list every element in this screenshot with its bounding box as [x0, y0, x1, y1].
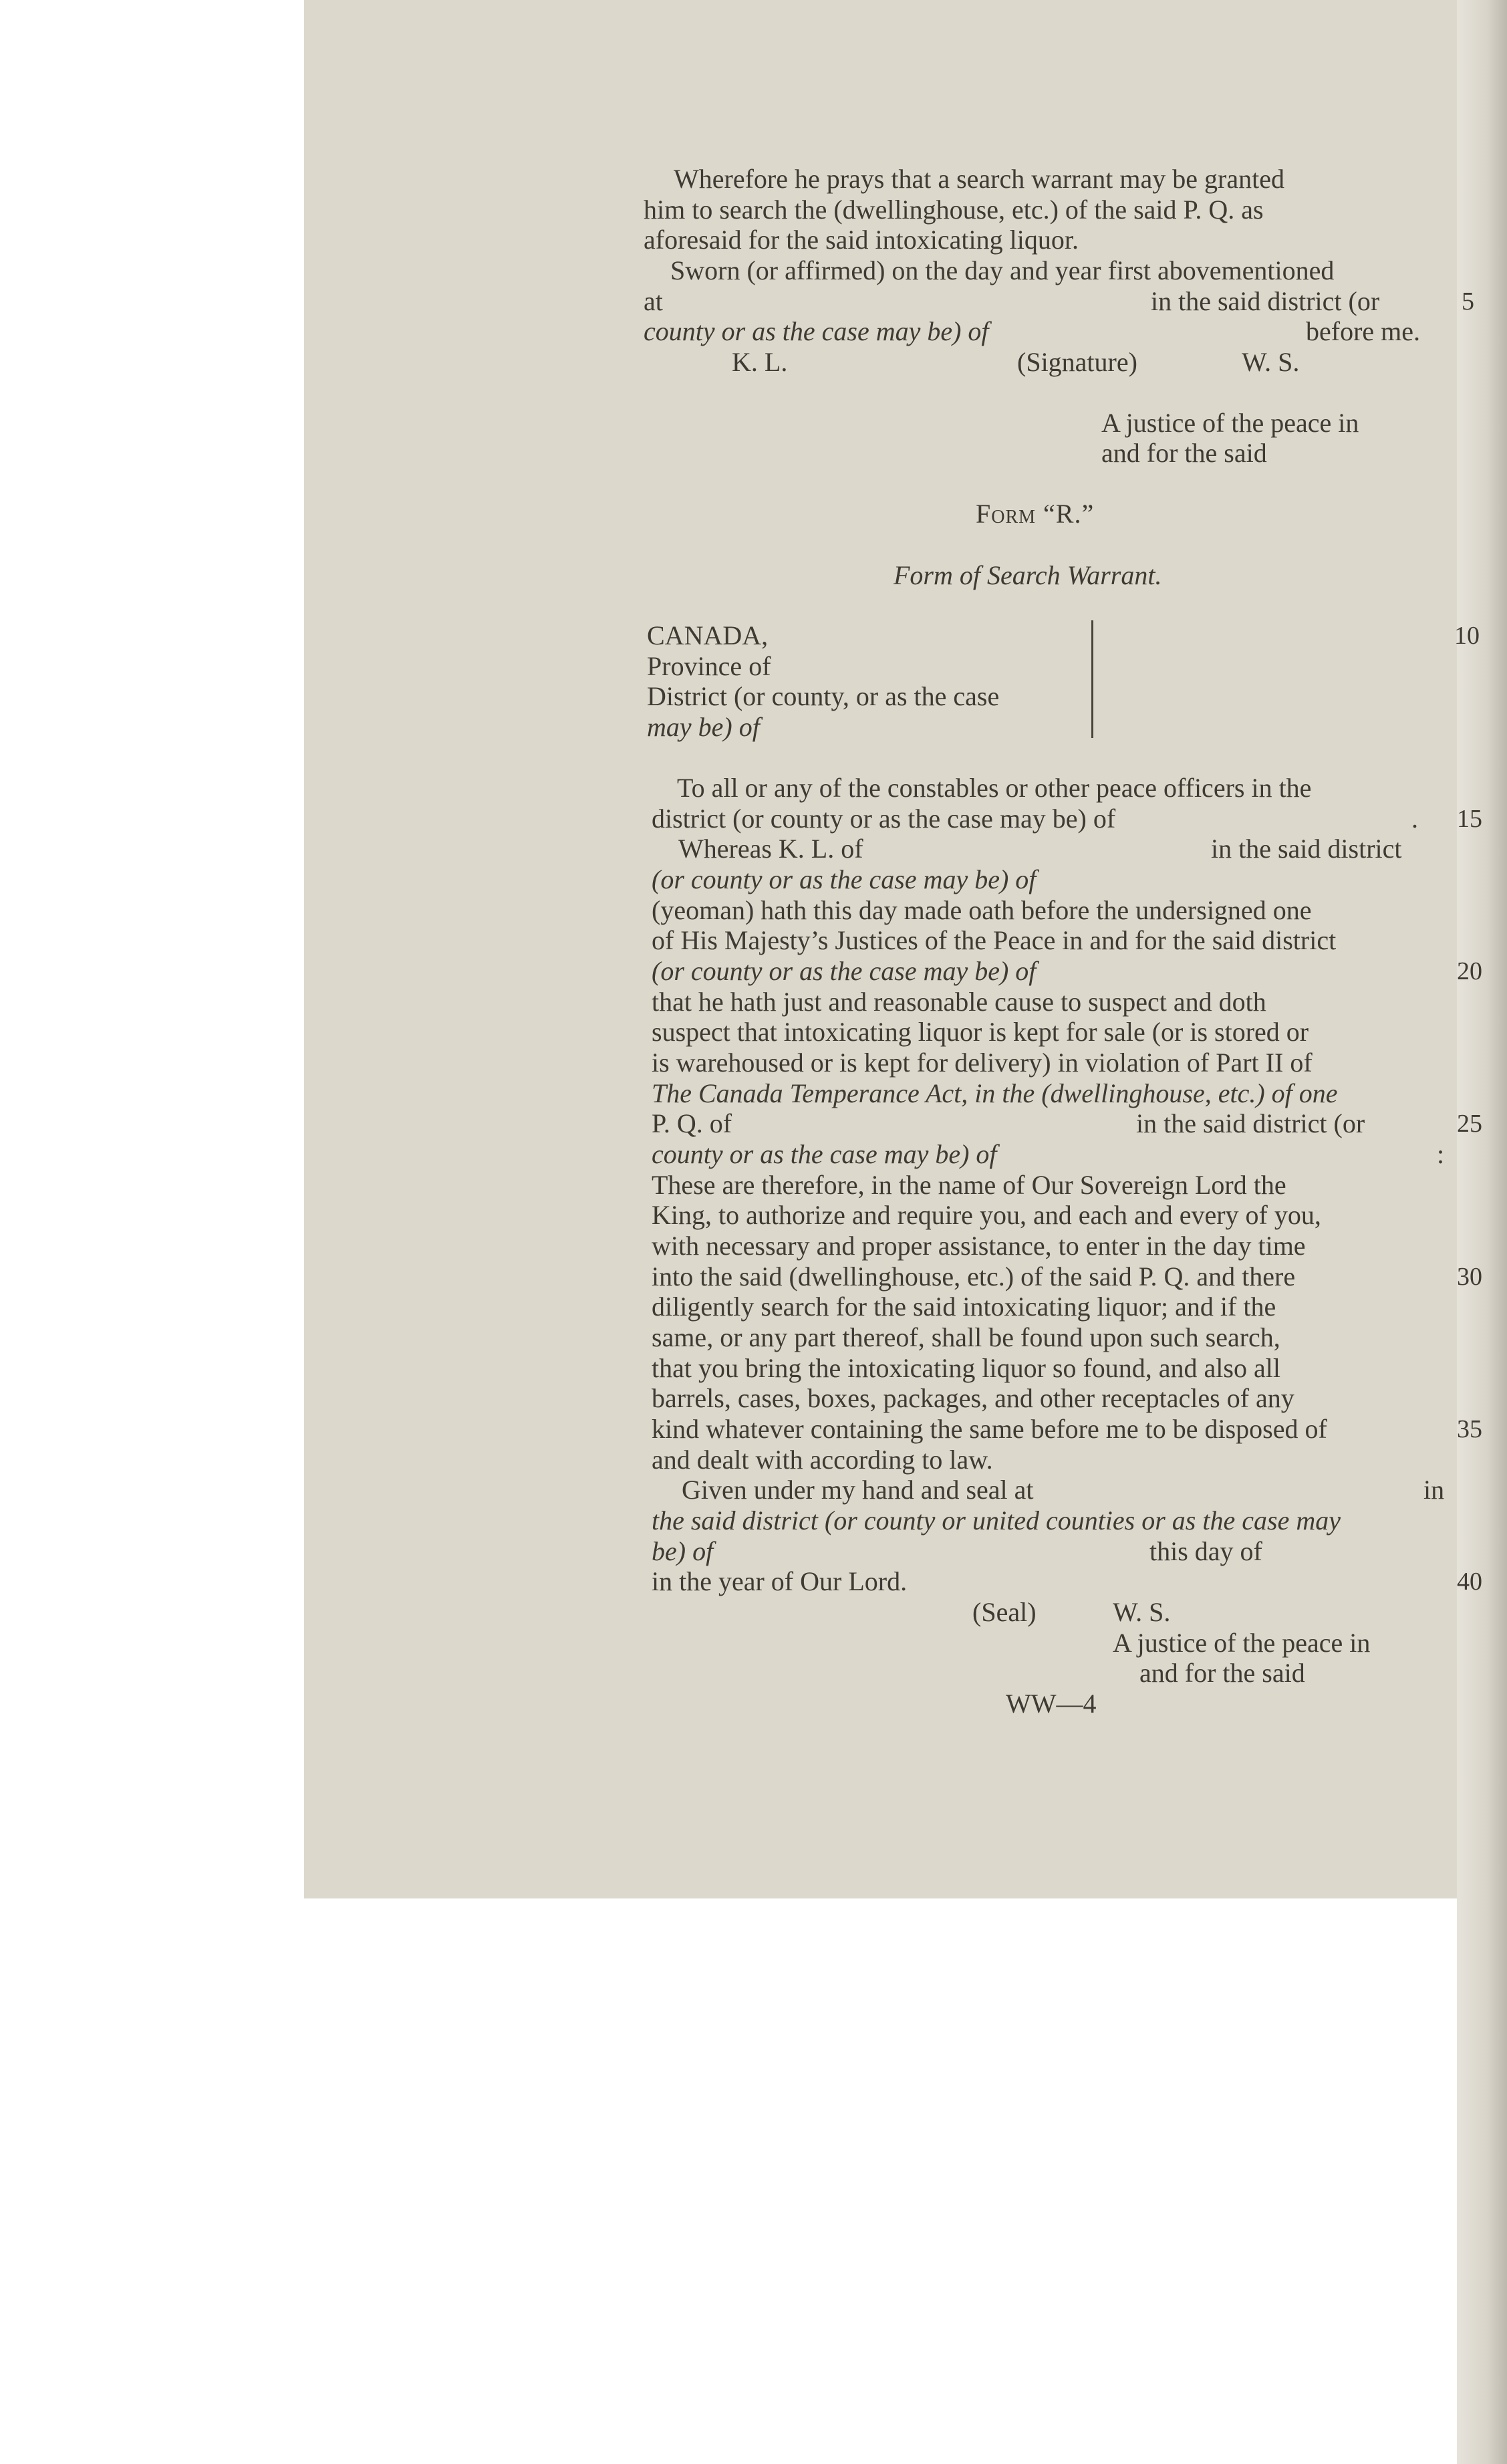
warrant-line-1: To all or any of the constables or other peace officers in the: [677, 773, 1312, 803]
line-number: 15: [1457, 805, 1482, 833]
warrant-line-12b: in the said district (or: [1136, 1108, 1365, 1138]
warrant-line-3b: in the said district: [1211, 834, 1402, 864]
warrant-line-20: that you bring the intoxicating liquor so found, and also all: [652, 1353, 1280, 1383]
line-number: 10: [1454, 622, 1480, 650]
next-page-edge: [1457, 0, 1507, 2464]
warrant-line-15: King, to authorize and require you, and each and every of you,: [652, 1200, 1321, 1230]
warrant-justice-title-1: A justice of the peace in: [1113, 1628, 1371, 1658]
line-number: 40: [1457, 1568, 1482, 1596]
warrant-line-26b: this day of: [1149, 1536, 1262, 1566]
signature-mark: WW—4: [1006, 1689, 1097, 1719]
oath-line-6a: county or as the case may be) of: [644, 316, 989, 346]
line-number: 35: [1457, 1415, 1482, 1443]
warrant-line-9: suspect that intoxicating liquor is kept for sale (or is stored or: [652, 1017, 1309, 1047]
warrant-line-10: is warehoused or is kept for delivery) in violation of Part II of: [652, 1048, 1313, 1078]
venue-brace: [1073, 620, 1093, 738]
oath-line-6b: before me.: [1306, 316, 1421, 346]
seal-note: (Seal): [972, 1597, 1037, 1627]
warrant-line-16: with necessary and proper assistance, to enter in the day time: [652, 1231, 1306, 1261]
oath-line-5a: at: [644, 286, 663, 316]
oath-line-1: Wherefore he prays that a search warrant may be granted: [674, 164, 1284, 194]
warrant-line-24a: Given under my hand and seal at: [682, 1475, 1034, 1505]
warrant-line-4: (or county or as the case may be) of: [652, 864, 1037, 894]
line-number: 30: [1457, 1263, 1482, 1291]
venue-district-cont: may be) of: [647, 712, 760, 742]
warrant-line-8: that he hath just and reasonable cause to suspect and doth: [652, 987, 1266, 1017]
warrant-line-27: in the year of Our Lord.: [652, 1566, 908, 1596]
warrant-line-11: The Canada Temperance Act, in the (dwellinghouse, etc.) of one: [652, 1078, 1338, 1108]
warrant-line-13b: :: [1437, 1139, 1445, 1169]
form-title: Form “R.”: [976, 499, 1095, 529]
venue-province: Province of: [647, 651, 771, 681]
line-number: 5: [1462, 287, 1474, 316]
warrant-line-2b: .: [1411, 804, 1418, 834]
oath-line-2: him to search the (dwellinghouse, etc.) of the said P. Q. as: [644, 195, 1264, 225]
warrant-line-14: These are therefore, in the name of Our Sovereign Lord the: [652, 1170, 1286, 1200]
warrant-line-24b: in: [1423, 1475, 1445, 1505]
warrant-justice-title-2: and for the said: [1139, 1658, 1305, 1688]
warrant-line-12a: P. Q. of: [652, 1108, 732, 1138]
warrant-line-23: and dealt with according to law.: [652, 1445, 993, 1475]
warrant-line-17: into the said (dwellinghouse, etc.) of the said P. Q. and there: [652, 1261, 1296, 1291]
warrant-line-3a: Whereas K. L. of: [678, 834, 863, 864]
warrant-line-19: same, or any part thereof, shall be found upon such search,: [652, 1322, 1280, 1352]
deponent-initials: K. L.: [732, 347, 788, 377]
warrant-justice-initials: W. S.: [1113, 1597, 1171, 1627]
venue-country: CANADA,: [647, 620, 769, 650]
venue-district: District (or county, or as the case: [647, 681, 1000, 711]
warrant-line-18: diligently search for the said intoxicating liquor; and if the: [652, 1291, 1276, 1322]
warrant-line-2a: district (or county or as the case may be) of: [652, 804, 1116, 834]
warrant-line-13a: county or as the case may be) of: [652, 1139, 997, 1169]
justice-title-1: A justice of the peace in: [1101, 408, 1359, 438]
line-number: 25: [1457, 1110, 1482, 1138]
warrant-line-26a: be) of: [652, 1536, 714, 1566]
oath-line-5b: in the said district (or: [1151, 286, 1380, 316]
line-number: 20: [1457, 957, 1482, 985]
warrant-line-6: of His Majesty’s Justices of the Peace in and for the said district: [652, 925, 1337, 955]
oath-line-4: Sworn (or affirmed) on the day and year first abovementioned: [670, 255, 1335, 285]
warrant-line-25: the said district (or county or united counties or as the case may: [652, 1505, 1341, 1535]
form-subtitle: Form of Search Warrant.: [894, 560, 1162, 590]
signature-note: (Signature): [1017, 347, 1137, 377]
justice-initials: W. S.: [1242, 347, 1300, 377]
warrant-line-21: barrels, cases, boxes, packages, and other receptacles of any: [652, 1383, 1294, 1413]
warrant-line-7: (or county or as the case may be) of: [652, 956, 1037, 986]
justice-title-2: and for the said: [1101, 438, 1267, 468]
warrant-line-5: (yeoman) hath this day made oath before the undersigned one: [652, 895, 1312, 925]
oath-line-3: aforesaid for the said intoxicating liquor.: [644, 225, 1079, 255]
warrant-line-22: kind whatever containing the same before me to be disposed of: [652, 1414, 1327, 1444]
